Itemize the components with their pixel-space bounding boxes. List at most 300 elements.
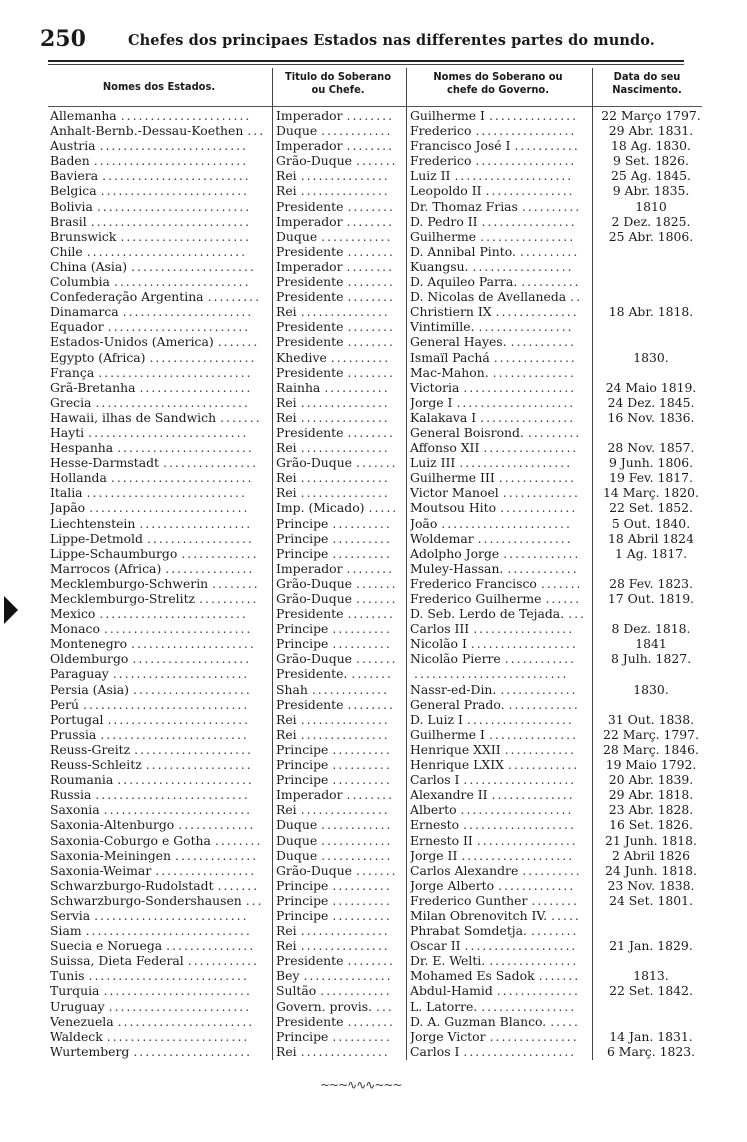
leader-dots: .......................... [94, 907, 249, 923]
leader-dots: ........ [347, 334, 395, 350]
leader-dots: ....................... [117, 440, 254, 456]
table-row [48, 833, 708, 848]
title-cell: Duque [276, 832, 318, 848]
state-cell: Lippe-Detmold [50, 530, 143, 546]
birth-cell: 28 Fev. 1823. [609, 575, 693, 591]
leader-dots: ...... [545, 591, 582, 606]
title-cell: Imperador [276, 108, 343, 123]
sovereign-cell: D. Nicolas de Avellaneda [410, 289, 567, 305]
table-row [48, 682, 708, 697]
leader-dots: .................... [133, 1043, 253, 1059]
leader-dots: .......... [332, 636, 392, 652]
leader-dots: .............. [493, 349, 577, 365]
leader-dots: ........................ [110, 470, 254, 486]
title-cell: Principe [276, 621, 329, 637]
leader-dots: ............................ [85, 923, 252, 939]
leader-dots: ............ [321, 123, 393, 139]
title-cell: Rei [276, 1043, 297, 1059]
title-cell: Duque [276, 123, 318, 139]
birth-cell: 21 Junh. 1818. [605, 832, 697, 848]
state-cell: Egypto (Africa) [50, 349, 146, 365]
leader-dots: ........................... [86, 243, 248, 259]
leader-dots: ......................... [103, 621, 253, 637]
leader-dots: ....... [540, 575, 583, 591]
sovereign-cell: Nassr-ed-Din. [410, 681, 497, 697]
leader-dots: ........................ [107, 711, 250, 727]
leader-dots: ............... [300, 802, 390, 818]
sovereign-cell: Henrique XXII [410, 741, 501, 757]
leader-dots: ............... [166, 938, 256, 954]
birth-cell: 29 Abr. 1818. [608, 787, 694, 803]
sovereign-cell: Carlos I [410, 1043, 460, 1059]
leader-dots: .......................... [414, 666, 569, 682]
title-cell: Imp. (Micado) [276, 500, 365, 516]
leader-dots: ....... [356, 153, 398, 169]
state-cell: Bolivia [50, 198, 93, 214]
leader-dots: ........................... [89, 500, 250, 516]
table-row [48, 938, 708, 953]
title-cell: Rei [276, 726, 297, 742]
birth-cell: 9 Set. 1826. [613, 153, 689, 169]
state-cell: Tunis [50, 968, 85, 984]
leader-dots: .. [570, 289, 583, 305]
title-cell: Grão-Duque [276, 862, 353, 878]
birth-cell: 18 Ag. 1830. [611, 138, 691, 154]
state-cell: Siam [50, 923, 82, 939]
sovereign-cell: Frederico [410, 153, 472, 169]
leader-dots: ................. [472, 258, 574, 274]
table-row [48, 531, 708, 546]
leader-dots: ......................... [103, 983, 252, 999]
title-cell: Principe [276, 741, 329, 757]
leader-dots: ...................... [441, 515, 572, 531]
sovereign-cell: L. Latorre. [410, 998, 478, 1014]
leader-dots: ............ [504, 741, 576, 757]
sovereign-cell: Luiz II [410, 168, 451, 184]
birth-cell: 22 Set. 1852. [609, 500, 693, 516]
title-cell: Rei [276, 394, 297, 410]
leader-dots: ....... [538, 968, 581, 984]
state-cell: Roumania [50, 772, 114, 788]
table-row [48, 138, 708, 153]
leader-dots: .................... [454, 168, 574, 184]
title-cell: Imperador [276, 138, 343, 154]
title-cell: Rei [276, 409, 297, 425]
leader-dots: ...................... [120, 228, 252, 244]
leader-dots: ............... [300, 485, 390, 501]
birth-cell: 19 Maio 1792. [605, 757, 697, 773]
leader-dots: .......... [521, 198, 582, 214]
sovereign-cell: D. Pedro II [410, 213, 478, 229]
leader-dots: ... [245, 892, 264, 908]
title-cell: Rei [276, 923, 297, 939]
birth-cell: 28 Març. 1846. [603, 741, 699, 757]
leader-dots: ............. [181, 545, 259, 561]
state-cell: Saxonia [50, 802, 100, 818]
leader-dots: ................... [463, 817, 576, 833]
leader-dots: ........ [347, 424, 395, 440]
leader-dots: ................... [463, 379, 577, 395]
title-cell: Imperador [276, 560, 343, 576]
leader-dots: ................ [478, 319, 574, 335]
leader-dots: .......... [332, 892, 392, 908]
leader-dots: ........ [346, 138, 395, 154]
state-cell: França [50, 364, 95, 380]
sovereign-cell: Frederico [410, 123, 472, 139]
title-cell: Presidente [276, 198, 344, 214]
leader-dots: ............... [300, 470, 390, 486]
title-cell: Khedive [276, 349, 327, 365]
leader-dots: ............. [498, 877, 576, 893]
table-row [48, 500, 708, 515]
state-cell: Mexico [50, 606, 96, 622]
sovereign-cell: Ernesto II [410, 832, 473, 848]
leader-dots: ............... [303, 968, 393, 984]
state-cell: Columbia [50, 274, 110, 290]
leader-dots: .......... [199, 591, 259, 606]
birth-cell: 14 Març. 1820. [603, 485, 699, 501]
table-row [48, 199, 708, 214]
title-cell: Presidente [276, 606, 344, 622]
birth-cell: 2 Abril 1826 [611, 847, 691, 863]
birth-cell: 2 Dez. 1825. [611, 213, 691, 229]
birth-cell: 24 Junh. 1818. [605, 862, 697, 878]
title-cell: Rei [276, 440, 297, 456]
birth-cell: 1813. [633, 968, 669, 984]
table-row [48, 878, 708, 893]
state-cell: Baden [50, 153, 90, 169]
title-cell: Presidente [276, 274, 344, 290]
title-cell: Presidente [276, 696, 344, 712]
table-row [48, 591, 708, 606]
title-cell: Presidente [276, 334, 344, 350]
sovereign-cell: Nicolão I [410, 636, 467, 652]
leader-dots: ........ [214, 832, 263, 848]
column-header-sovereign-line1: Nomes do Soberano ou [433, 70, 563, 83]
sovereign-cell: Phrabat Somdetja. [410, 923, 527, 939]
state-cell: Lippe-Schaumburgo [50, 545, 178, 561]
leader-dots: ................. [473, 621, 575, 637]
leader-dots: ........ [347, 606, 395, 622]
leader-dots: .......................... [95, 394, 250, 410]
leader-dots: .................... [134, 741, 253, 757]
state-cell: Allemanha [50, 108, 117, 123]
leader-dots: ............... [300, 726, 390, 742]
state-cell: Schwarzburgo-Sondershausen [50, 892, 242, 908]
state-cell: Suissa, Dieta Federal [50, 953, 184, 969]
leader-dots: ........ [346, 560, 395, 576]
table-row [48, 244, 708, 259]
title-cell: Govern. provis. [276, 998, 373, 1014]
column-header-rule [48, 106, 702, 107]
leader-dots: ................... [139, 379, 253, 395]
leader-dots: ..... [368, 500, 399, 516]
sovereign-cell: Jorge Victor [410, 1028, 486, 1044]
sovereign-cell: Dr. E. Welti. [410, 953, 486, 969]
leader-dots: ................. [475, 123, 577, 139]
birth-cell: 24 Dez. 1845. [607, 394, 695, 410]
leader-dots: ........ [212, 575, 260, 591]
state-cell: Hollanda [50, 470, 107, 486]
column-header-states-label: Nomes dos Estados. [102, 80, 216, 93]
birth-cell: 22 Set. 1842. [609, 983, 693, 999]
sovereign-cell: D. Seb. Lerdo de Tejada. [410, 606, 565, 622]
leader-dots: ............................ [83, 696, 250, 712]
state-cell: China (Asia) [50, 258, 128, 274]
leader-dots: ................... [464, 938, 578, 954]
table-row [48, 168, 708, 183]
column-header-title [272, 70, 404, 106]
birth-cell: 23 Nov. 1838. [607, 877, 695, 893]
table-row [48, 561, 708, 576]
sovereign-cell: Guilherme I [410, 108, 485, 123]
sovereign-cell: Adolpho Jorge [410, 545, 500, 561]
leader-dots: ........................... [86, 485, 247, 501]
column-header-birth-line2: Nascimento. [612, 83, 682, 96]
leader-dots: ....... [220, 409, 262, 425]
birth-cell: 16 Set. 1826. [609, 817, 693, 833]
table-row [48, 334, 708, 349]
sovereign-cell: Carlos III [410, 621, 470, 637]
margin-arrow-marker [4, 596, 18, 624]
title-cell: Presidente [276, 953, 344, 969]
table-row [48, 727, 708, 742]
leader-dots: .................. [466, 711, 574, 727]
sovereign-cell: Nicolão Pierre [410, 651, 501, 667]
state-cell: Saxonia-Altenburgo [50, 817, 175, 833]
table-row [48, 214, 708, 229]
birth-cell: 1810 [635, 198, 667, 214]
leader-dots: ........ [346, 787, 395, 803]
state-cell: Reuss-Greitz [50, 741, 131, 757]
leader-dots: ............... [300, 304, 390, 320]
state-cell: Oldemburgo [50, 651, 129, 667]
state-cell: Italia [50, 485, 83, 501]
state-cell: Equador [50, 319, 104, 335]
leader-dots: ............... [300, 440, 390, 456]
leader-dots: ................ [480, 409, 576, 425]
sovereign-cell: Vintimille. [410, 319, 475, 335]
birth-cell: 22 Març. 1797. [603, 726, 699, 742]
leader-dots: .......... [522, 862, 582, 878]
leader-dots: ................ [477, 530, 573, 546]
leader-dots: ....... [356, 862, 398, 878]
sovereign-cell: Guilherme [410, 228, 477, 244]
leader-dots: ................ [163, 455, 259, 471]
table-row [48, 908, 708, 923]
table-row [48, 621, 708, 636]
birth-cell: 25 Ag. 1845. [611, 168, 691, 184]
column-header-title-line2: ou Chefe. [311, 83, 365, 96]
birth-cell: 17 Out. 1819. [607, 591, 695, 606]
leader-dots: .................. [470, 636, 578, 652]
state-cell: Persia (Asia) [50, 681, 130, 697]
title-cell: Rei [276, 938, 297, 954]
leader-dots: ..................... [131, 636, 256, 652]
title-cell: Presidente [276, 289, 344, 305]
leader-dots: ......................... [100, 726, 249, 742]
table-row [48, 697, 708, 712]
title-cell: Principe [276, 877, 329, 893]
birth-cell: 8 Dez. 1818. [611, 621, 691, 637]
table-row [48, 289, 708, 304]
leader-dots: ......... [527, 424, 582, 440]
sovereign-cell: Alberto [410, 802, 457, 818]
state-cell: Confederação Argentina [50, 289, 204, 305]
leader-dots: ................ [480, 228, 576, 244]
state-cell: Venezuela [50, 1013, 114, 1029]
leader-dots: ....... [351, 666, 393, 682]
table-row [48, 440, 708, 455]
leader-dots: ............ [321, 832, 393, 848]
sovereign-cell: Kalakava I [410, 409, 477, 425]
state-cell: Mecklemburgo-Schwerin [50, 575, 209, 591]
sovereign-cell: Francisco José I [410, 138, 511, 154]
leader-dots: .............. [495, 304, 579, 320]
birth-cell: 20 Abr. 1839. [608, 772, 694, 788]
leader-dots: ............... [300, 409, 390, 425]
leader-dots: ........ [346, 258, 395, 274]
birth-cell: 16 Nov. 1836. [607, 409, 695, 425]
table-row [48, 983, 708, 998]
leader-dots: ............... [485, 183, 575, 199]
column-header-birth [592, 70, 702, 106]
state-cell: Turquia [50, 983, 100, 999]
leader-dots: ............... [489, 1028, 579, 1044]
leader-dots: ............ [321, 847, 393, 863]
title-cell: Rei [276, 183, 297, 199]
birth-cell: 29 Abr. 1831. [608, 123, 694, 139]
title-cell: Shah [276, 681, 308, 697]
title-cell: Presidente [276, 424, 344, 440]
leader-dots: .......... [332, 545, 392, 561]
table-row [48, 485, 708, 500]
header-rule-thin [48, 64, 684, 65]
leader-dots: .......... [332, 757, 392, 773]
leader-dots: ............... [489, 953, 579, 969]
state-cell: Hespanha [50, 440, 114, 456]
leader-dots: ........ [347, 953, 395, 969]
leader-dots: ................... [463, 1043, 577, 1059]
state-cell: Servia [50, 907, 91, 923]
leader-dots: ................... [139, 515, 253, 531]
table-row [48, 380, 708, 395]
sovereign-cell: Mac-Mahon. [410, 364, 489, 380]
state-cell: Schwarzburgo-Rudolstadt [50, 877, 214, 893]
table-row [48, 470, 708, 485]
sovereign-cell: Kuangsu. [410, 258, 469, 274]
leader-dots: ....... [356, 455, 398, 471]
state-cell: Anhalt-Bernb.-Dessau-Koethen [50, 123, 244, 139]
leader-dots: ........... [510, 334, 576, 350]
table-row [48, 666, 708, 681]
sovereign-cell: Ismaïl Pachá [410, 349, 490, 365]
leader-dots: ................... [459, 455, 573, 471]
title-cell: Principe [276, 772, 329, 788]
birth-cell: 22 Março 1797. [601, 108, 701, 123]
table-row [48, 576, 708, 591]
leader-dots: ............. [178, 817, 256, 833]
table-row [48, 757, 708, 772]
birth-cell: 23 Abr. 1828. [608, 802, 694, 818]
leader-dots: ............ [507, 757, 580, 773]
leader-dots: ... [568, 606, 586, 622]
state-cell: Portugal [50, 711, 104, 727]
state-cell: Brasil [50, 213, 87, 229]
sovereign-cell: D. Annibal Pinto. [410, 243, 516, 259]
leader-dots: ................... [460, 802, 574, 818]
leader-dots: ........ [347, 319, 395, 335]
rulers-table [48, 108, 708, 1059]
leader-dots: ................. [155, 862, 257, 878]
table-row [48, 108, 708, 123]
state-cell: Estados-Unidos (America) [50, 334, 214, 350]
leader-dots: ............ [321, 228, 393, 244]
leader-dots: ........ [531, 892, 579, 908]
birth-cell: 31 Out. 1838. [607, 711, 695, 727]
state-cell: Perú [50, 696, 80, 712]
leader-dots: ............ [508, 696, 580, 712]
state-cell: Montenegro [50, 636, 128, 652]
state-cell: Paraguay [50, 666, 109, 682]
sovereign-cell: Woldemar [410, 530, 474, 546]
leader-dots: ............ [187, 953, 260, 969]
leader-dots: .......... [332, 621, 392, 637]
leader-dots: ..................... [131, 258, 256, 274]
leader-dots: .......................... [93, 153, 249, 169]
sovereign-cell: D. Luiz I [410, 711, 463, 727]
state-cell: Marrocos (Africa) [50, 560, 162, 576]
state-cell: Hawaii, ilhas de Sandwich [50, 409, 217, 425]
leader-dots: .................... [456, 394, 576, 410]
table-row [48, 651, 708, 666]
title-cell: Sultão [276, 983, 317, 999]
birth-cell: 19 Fev. 1817. [609, 470, 693, 486]
table-row [48, 365, 708, 380]
title-cell: Duque [276, 817, 318, 833]
leader-dots: ........ [347, 243, 395, 259]
title-cell: Grão-Duque [276, 575, 353, 591]
leader-dots: .......... [521, 274, 581, 290]
state-cell: Waldeck [50, 1028, 103, 1044]
title-cell: Principe [276, 1028, 329, 1044]
table-row [48, 229, 708, 244]
sovereign-cell: Muley-Hassan. [410, 560, 504, 576]
sovereign-cell: Jorge I [410, 394, 453, 410]
leader-dots: ........ [346, 108, 395, 123]
table-row [48, 153, 708, 168]
leader-dots: .......... [332, 515, 392, 531]
birth-cell: 1841 [635, 636, 667, 652]
leader-dots: ...................... [120, 108, 252, 123]
state-cell: Brunswick [50, 228, 117, 244]
leader-dots: ............. [502, 485, 580, 501]
state-cell: Hesse-Darmstadt [50, 455, 160, 471]
state-cell: Uruguay [50, 998, 105, 1014]
leader-dots: ........ [347, 696, 395, 712]
sovereign-cell: Milan Obrenovitch IV. [410, 907, 548, 923]
sovereign-cell: João [410, 515, 438, 531]
state-cell: Dinamarca [50, 304, 119, 320]
leader-dots: ........... [324, 379, 390, 395]
leader-dots: .................... [132, 651, 252, 667]
table-row [48, 1044, 708, 1059]
leader-dots: ....... [217, 334, 260, 350]
state-cell: Hayti [50, 424, 85, 440]
table-row [48, 425, 708, 440]
birth-cell: 1830. [633, 681, 669, 697]
sovereign-cell: Jorge Alberto [410, 877, 495, 893]
